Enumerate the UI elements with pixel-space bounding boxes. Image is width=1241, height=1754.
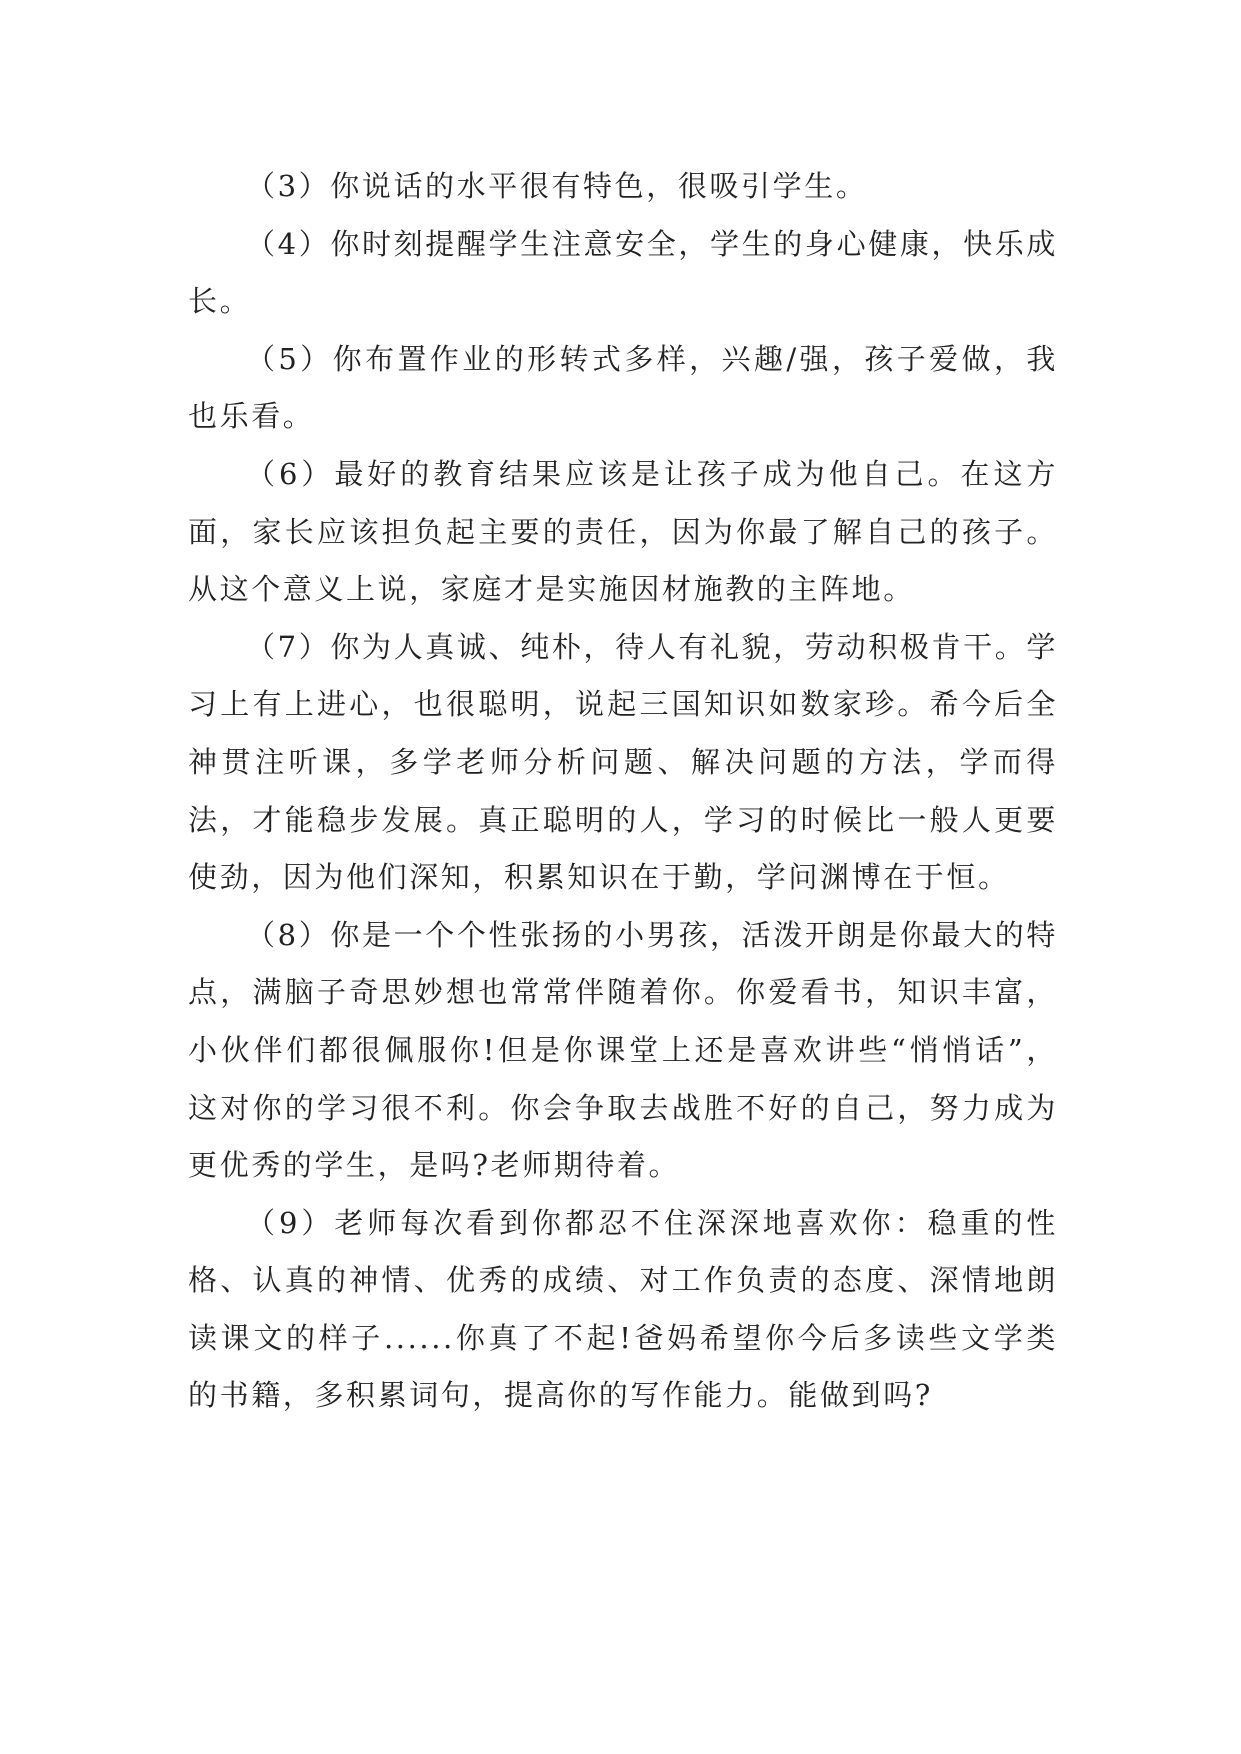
paragraph-5: （5）你布置作业的形转式多样，兴趣/强，孩子爱做，我也乐看。	[188, 341, 1058, 434]
paragraph-3: （3）你说话的水平很有特色，很吸引学生。	[246, 169, 868, 203]
paragraph-7: （7）你为人真诚、纯朴，待人有礼貌，劳动积极肯干。学习上有上进心，也很聪明，说起三国知识如数家珍。希今后全神贯注听课，多学老师分析问题、解决问题的方法，学而得法，才能稳步发展。真正聪明的人，学习的时候比一般人更要使劲，因为他们深知，积累知识在于勤，学问渊博在于恒。	[188, 629, 1058, 895]
paragraph-6: （6）最好的教育结果应该是让孩子成为他自己。在这方面，家长应该担负起主要的责任，因为你最了解自己的孩子。从这个意义上说，家庭才是实施因材施教的主阵地。	[188, 456, 1058, 607]
paragraph-4: （4）你时刻提醒学生注意安全，学生的身心健康，快乐成长。	[188, 226, 1058, 319]
document-body	[188, 158, 1058, 1425]
paragraph-9: （9）老师每次看到你都忍不住深深地喜欢你：稳重的性格、认真的神情、优秀的成绩、对工作负责的态度、深情地朗读课文的样子......你真了不起!爸妈希望你今后多读些文学类的书籍，多积累词句，提高你的写作能力。能做到吗?	[188, 1205, 1058, 1413]
paragraph-8: （8）你是一个个性张扬的小男孩，活泼开朗是你最大的特点，满脑子奇思妙想也常常伴随着你。你爱看书，知识丰富，小伙伴们都很佩服你!但是你课堂上还是喜欢讲些“悄悄话”，这对你的学习很不利。你会争取去战胜不好的自己，努力成为更优秀的学生，是吗?老师期待着。	[188, 917, 1058, 1183]
